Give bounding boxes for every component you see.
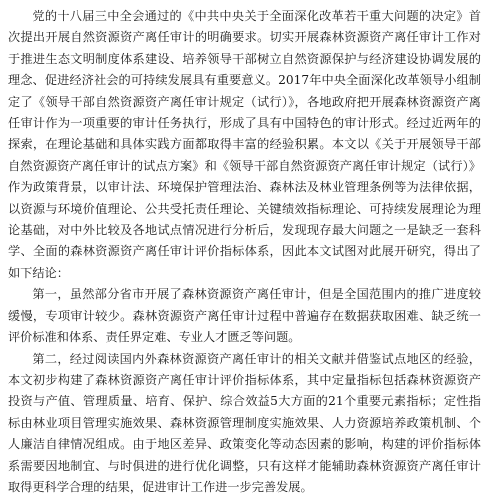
paragraph-intro: 党的十八届三中全会通过的《中共中央关于全面深化改革若干重大问题的决定》首次提出开展自然资源资产离任审计的明确要求。切实开展森林资源资产离任审计工作对于推进生态文明制度体系建设、培养领导干部树立自然资源保护与经济建设协调发展的理念、促进经济社会的可持续发展具有重要意义。2017年中央全面深化改革领导小组制定了《领导干部自然资源资产离任审计规定（试行）》，各地政府把开展森林资源资产离任审计作为一项重要的审计任务执行，形成了具有中国特色的审计形式。经过近两年的探索，在理论基础和具体实践方面都取得丰富的经验积累。本文以《关于开展领导干部自然资源资产离任审计的试点方案》和《领导干部自然资源资产离任审计规定（试行）》作为政策背景，以审计法、环境保护管理法治、森林法及林业管理条例等为法律依据，以资源与环境价值理论、公共受托责任理论、关键绩效指标理论、可持续发展理论为理论基础，对中外比较及各地试点情况进行分析后，发现现存最大问题之一是缺乏一套科学、全面的森林资源资产离任审计评价指标体系，因此本文试图对此展开研究，得出了如下结论： [8,6,481,284]
paragraph-conclusion-first: 第一，虽然部分省市开展了森林资源资产离任审计，但是全国范围内的推广进度较缓慢，专项审计较少。森林资源资产离任审计过程中普遍存在数据获取困难、缺乏统一评价标准和体系、责任界定难、专业人才匮乏等问题。 [8,284,481,348]
paragraph-conclusion-second: 第二，经过阅读国内外森林资源资产离任审计的相关文献并借鉴试点地区的经验，本文初步构建了森林资源资产离任审计评价指标体系，其中定量指标包括森林资源资产投资与产值、管理质量、培育、保护、综合效益5大方面的21个重要元素指标；定性指标由林业项目管理实施效果、森林资源管理制度实施效果、人力资源培养政策机制、个人廉洁自律情况组成。由于地区差异、政策变化等动态因素的影响，构建的评价指标体系需要因地制宜、与时俱进的进行优化调整，只有这样才能辅助森林资源资产离任审计取得更科学合理的结果，促进审计工作进一步完善发展。 [8,349,481,498]
